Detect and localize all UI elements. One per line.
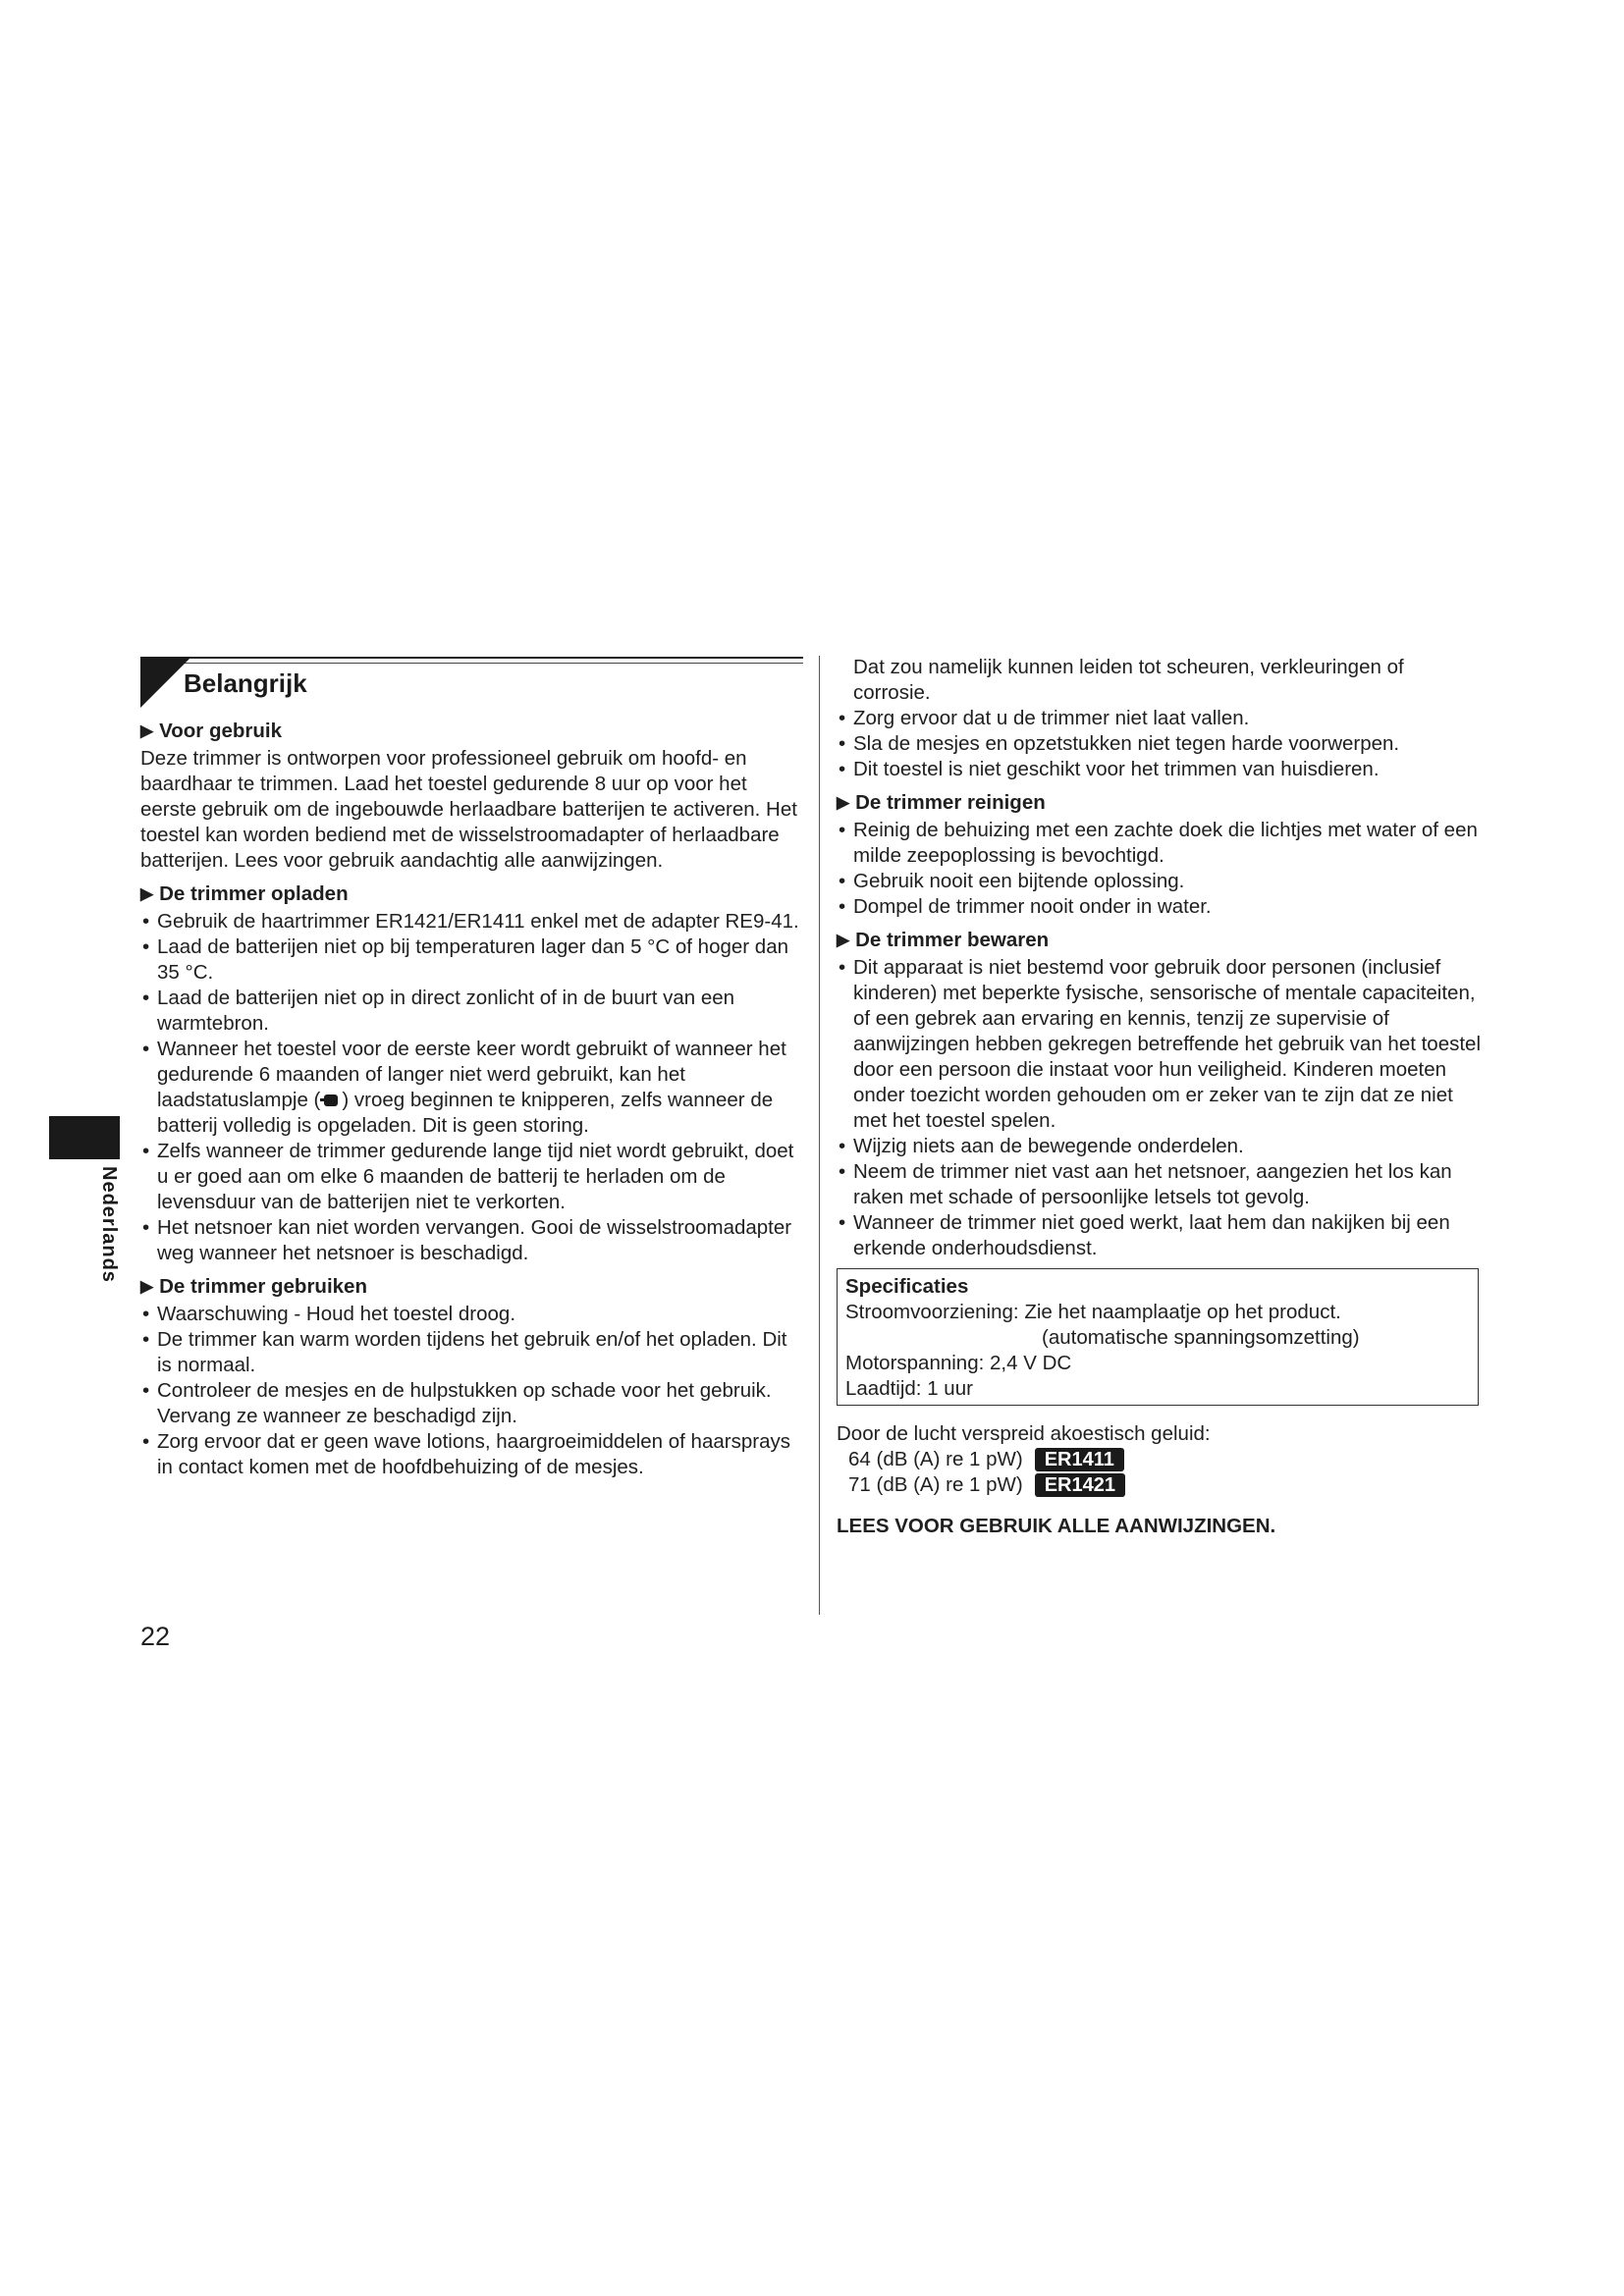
play-triangle-icon: ▶ [140, 884, 154, 903]
model-badge: ER1421 [1035, 1473, 1125, 1497]
final-notice: LEES VOOR GEBRUIK ALLE AANWIJZINGEN. [837, 1515, 1276, 1537]
list-item: • Reinig de behuizing met een zachte doek die lichtjes met water of een milde zeepoplossing is bevochtigd. [837, 818, 1485, 869]
heading-gebruiken: ▶ De trimmer gebruiken [140, 1275, 367, 1298]
intro-paragraph: Deze trimmer is ontworpen voor professioneel gebruik om hoofd- en baardhaar te trimmen. Laad het toestel gedurende 8 uur op voor het eerste gebruik om de ingebouwde herlaadbare batterijen te activeren. Het toestel kan worden bediend met de wisselstroomadapter of herlaadbare batterijen. Lees voor gebruik aandachtig alle aanwijzingen. [140, 747, 797, 872]
column-divider [819, 656, 820, 1615]
spec-charge-time: Laadtijd: 1 uur [845, 1377, 973, 1400]
play-triangle-icon: ▶ [837, 793, 850, 812]
specifications-heading: Specificaties [845, 1275, 969, 1298]
noise-row-er1411 [837, 1447, 1485, 1472]
list-item: • Zorg ervoor dat er geen wave lotions, haargroeimiddelen of haarsprays in contact komen met de hoofdbehuizing of de mesjes. [140, 1429, 803, 1480]
list-item: • Laad de batterijen niet op in direct zonlicht of in de buurt van een warmtebron. [140, 986, 803, 1037]
list-item: • Zelfs wanneer de trimmer gedurende lange tijd niet wordt gebruikt, doet u er goed aan om elke 6 maanden de batterij te herladen om de levensduur van de batterijen niet te verkorten. [140, 1139, 803, 1215]
noise-intro: Door de lucht verspreid akoestisch geluid: [837, 1422, 1211, 1445]
spec-power-key: Stroomvoorziening: [845, 1301, 1019, 1323]
spec-power-note: (automatische spanningsomzetting) [1042, 1326, 1360, 1349]
list-item: • Gebruik de haartrimmer ER1421/ER1411 enkel met de adapter RE9-41. [140, 909, 803, 934]
heading-reinigen: ▶ De trimmer reinigen [837, 791, 1046, 814]
language-tab-label: Nederlands [98, 1166, 120, 1283]
right-column [837, 655, 1485, 1539]
list-item: • Dit apparaat is niet bestemd voor gebruik door personen (inclusief kinderen) met beperkte fysische, sensorische of mentale capaciteiten, of een gebrek aan ervaring en kennis, tenzij ze supervisie of aanwijzingen hebben gekregen betreffende het gebruik van het toestel door een persoon die instaat voor hun veiligheid. Kinderen moeten onder toezicht worden gehouden om er zeker van te zijn dat ze niet met het toestel spelen. [837, 955, 1485, 1134]
list-item: • Dit toestel is niet geschikt voor het trimmen van huisdieren. [837, 757, 1485, 782]
noise-section [837, 1421, 1485, 1498]
list-item: • De trimmer kan warm worden tijdens het gebruik en/of het opladen. Dit is normaal. [140, 1327, 803, 1378]
heading-opladen: ▶ De trimmer opladen [140, 882, 349, 905]
specifications-box [837, 1268, 1479, 1406]
language-tab-marker [49, 1116, 120, 1159]
noise-value: 71 (dB (A) re 1 pW) [848, 1473, 1023, 1496]
section-header [140, 657, 803, 708]
list-item: • Wanneer de trimmer niet goed werkt, laat hem dan nakijken bij een erkende onderhoudsdienst. [837, 1210, 1485, 1261]
list-item: • Gebruik nooit een bijtende oplossing. [837, 869, 1485, 894]
spec-motor: Motorspanning: 2,4 V DC [845, 1352, 1072, 1374]
section-title: Belangrijk [184, 668, 307, 698]
charge-status-lamp-icon [320, 1093, 342, 1108]
list-item: • Sla de mesjes en opzetstukken niet tegen harde voorwerpen. [837, 731, 1485, 757]
bewaren-list [837, 955, 1485, 1261]
play-triangle-icon: ▶ [140, 721, 154, 740]
list-item: • Waarschuwing - Houd het toestel droog. [140, 1302, 803, 1327]
list-item: • Dompel de trimmer nooit onder in water. [837, 894, 1485, 920]
list-item: • Neem de trimmer niet vast aan het netsnoer, aangezien het los kan raken met schade of persoonlijke letsels tot gevolg. [837, 1159, 1485, 1210]
list-item: • Controleer de mesjes en de hulpstukken op schade voor het gebruik. Vervang ze wanneer ze beschadigd zijn. [140, 1378, 803, 1429]
opladen-list [140, 909, 803, 1266]
list-item: • Wijzig niets aan de bewegende onderdelen. [837, 1134, 1485, 1159]
header-rule-bottom [140, 663, 803, 664]
header-rule-top [140, 657, 803, 659]
continuation-text: Dat zou namelijk kunnen leiden tot scheuren, verkleuringen of corrosie. [853, 656, 1404, 704]
list-item: • Wanneer het toestel voor de eerste keer wordt gebruikt of wanneer het gedurende 6 maanden of langer niet werd gebruikt, kan het laadstatuslampje ( ) vroeg beginnen te knipperen, zelfs wanneer de batterij volledig is opgeladen. Dit is geen storing. [140, 1037, 803, 1139]
list-item: • Zorg ervoor dat u de trimmer niet laat vallen. [837, 706, 1485, 731]
continuation-list [837, 706, 1485, 782]
spec-power-row [845, 1300, 1470, 1325]
reinigen-list [837, 818, 1485, 920]
model-badge: ER1411 [1035, 1448, 1124, 1471]
play-triangle-icon: ▶ [140, 1277, 154, 1296]
noise-row-er1421 [837, 1472, 1485, 1498]
list-item: • Het netsnoer kan niet worden vervangen. Gooi de wisselstroomadapter weg wanneer het netsnoer is beschadigd. [140, 1215, 803, 1266]
heading-voor-gebruik: ▶ Voor gebruik [140, 720, 282, 742]
noise-value: 64 (dB (A) re 1 pW) [848, 1448, 1023, 1470]
gebruiken-list [140, 1302, 803, 1480]
left-column [140, 719, 803, 1480]
spec-power-value: Zie het naamplaatje op het product. [1024, 1301, 1341, 1323]
heading-bewaren: ▶ De trimmer bewaren [837, 929, 1050, 951]
list-item: • Laad de batterijen niet op bij temperaturen lager dan 5 °C of hoger dan 35 °C. [140, 934, 803, 986]
play-triangle-icon: ▶ [837, 931, 850, 949]
page-number: 22 [140, 1622, 171, 1651]
